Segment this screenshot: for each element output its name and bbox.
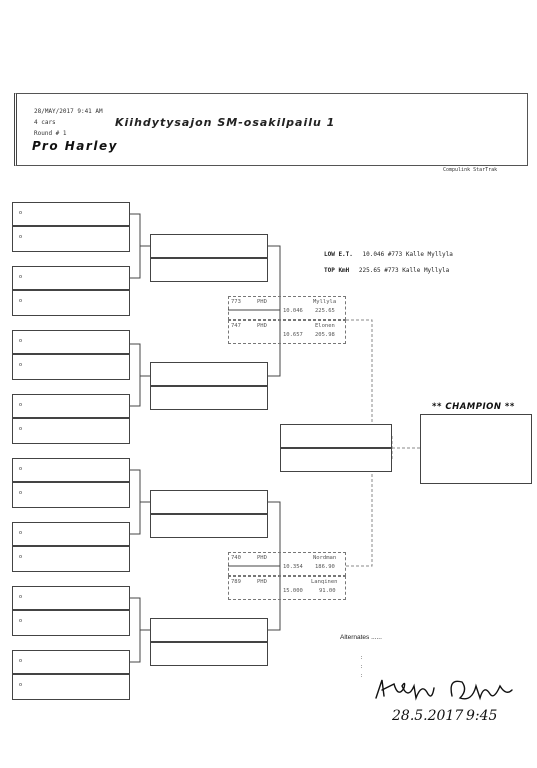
r2-slot-6 xyxy=(150,514,268,538)
car-number: 773 xyxy=(231,299,241,305)
slot-marker: o xyxy=(19,338,23,344)
slot-marker: o xyxy=(19,402,23,408)
r1-slot-8 xyxy=(12,418,130,444)
driver-name: Elonen xyxy=(315,323,335,329)
semifinal-top-lane-1 xyxy=(228,296,346,320)
r1-slot-16 xyxy=(12,674,130,700)
slot-marker: o xyxy=(19,298,23,304)
top-kmh-label: TOP KmH xyxy=(324,267,350,274)
signature-date: 28.5.2017 xyxy=(392,708,464,724)
elapsed-time: 15.000 xyxy=(283,588,303,594)
alternate-mark-1: : xyxy=(360,655,364,661)
r1-slot-12 xyxy=(12,546,130,572)
r1-slot-9 xyxy=(12,458,130,482)
r1-slot-2 xyxy=(12,226,130,252)
champion-label: ** CHAMPION ** xyxy=(432,402,515,412)
slot-marker: o xyxy=(19,618,23,624)
r1-slot-11 xyxy=(12,522,130,546)
slot-marker: o xyxy=(19,274,23,280)
final-slot-2 xyxy=(280,448,392,472)
event-title: Kiihdytysajon SM-osakilpailu 1 xyxy=(115,116,336,129)
car-count: 4 cars xyxy=(34,119,56,126)
semifinal-bottom-lane-1 xyxy=(228,552,346,576)
top-kmh-row xyxy=(324,267,449,274)
car-class: PHD xyxy=(257,555,267,561)
car-number: 747 xyxy=(231,323,241,329)
r1-slot-7 xyxy=(12,394,130,418)
slot-marker: o xyxy=(19,426,23,432)
signature-scribble xyxy=(372,668,522,708)
r2-slot-2 xyxy=(150,258,268,282)
elapsed-time: 10.657 xyxy=(283,332,303,338)
slot-marker: o xyxy=(19,234,23,240)
signature-time: 9:45 xyxy=(466,708,498,724)
r2-slot-8 xyxy=(150,642,268,666)
car-class: PHD xyxy=(257,323,267,329)
slot-marker: o xyxy=(19,658,23,664)
slot-marker: o xyxy=(19,362,23,368)
r2-slot-7 xyxy=(150,618,268,642)
r2-slot-3 xyxy=(150,362,268,386)
car-number: 740 xyxy=(231,555,241,561)
elapsed-time: 10.046 xyxy=(283,308,303,314)
r1-slot-3 xyxy=(12,266,130,290)
low-et-row xyxy=(324,251,453,258)
elapsed-time: 10.354 xyxy=(283,564,303,570)
speed: 225.65 xyxy=(315,308,335,314)
r1-slot-1 xyxy=(12,202,130,226)
slot-marker: o xyxy=(19,530,23,536)
car-number: 789 xyxy=(231,579,241,585)
champion-box xyxy=(420,414,532,484)
final-slot-1 xyxy=(280,424,392,448)
r1-slot-10 xyxy=(12,482,130,508)
slot-marker: o xyxy=(19,490,23,496)
r1-slot-6 xyxy=(12,354,130,380)
speed: 91.00 xyxy=(319,588,336,594)
r2-slot-1 xyxy=(150,234,268,258)
driver-name: Myllyla xyxy=(313,299,337,305)
car-class: PHD xyxy=(257,299,267,305)
r1-slot-14 xyxy=(12,610,130,636)
semifinal-bottom-lane-2 xyxy=(228,576,346,600)
car-class: PHD xyxy=(257,579,267,585)
r2-slot-5 xyxy=(150,490,268,514)
r1-slot-5 xyxy=(12,330,130,354)
r1-slot-13 xyxy=(12,586,130,610)
r2-slot-4 xyxy=(150,386,268,410)
driver-name: Nordman xyxy=(313,555,337,561)
semifinal-top-lane-2 xyxy=(228,320,346,344)
top-kmh-value: 225.65 #773 Kalle Myllyla xyxy=(358,267,450,274)
r1-slot-15 xyxy=(12,650,130,674)
speed: 205.98 xyxy=(315,332,335,338)
r1-slot-4 xyxy=(12,290,130,316)
slot-marker: o xyxy=(19,594,23,600)
brand-label: Compulink StarTrak xyxy=(443,167,498,173)
driver-name: Lanqinen xyxy=(311,579,338,585)
low-et-label: LOW E.T. xyxy=(324,251,353,258)
slot-marker: o xyxy=(19,682,23,688)
alternate-mark-3: : xyxy=(360,673,364,679)
round-number: Round # 1 xyxy=(34,130,67,137)
low-et-value: 10.046 #773 Kalle Myllyla xyxy=(362,251,453,258)
slot-marker: o xyxy=(19,210,23,216)
date-time: 28/MAY/2017 9:41 AM xyxy=(34,108,103,115)
speed: 186.90 xyxy=(315,564,335,570)
slot-marker: o xyxy=(19,466,23,472)
slot-marker: o xyxy=(19,554,23,560)
alternate-mark-2: : xyxy=(360,664,364,670)
class-name: Pro Harley xyxy=(32,139,118,153)
alternates-label: Alternates ...... xyxy=(340,634,382,641)
